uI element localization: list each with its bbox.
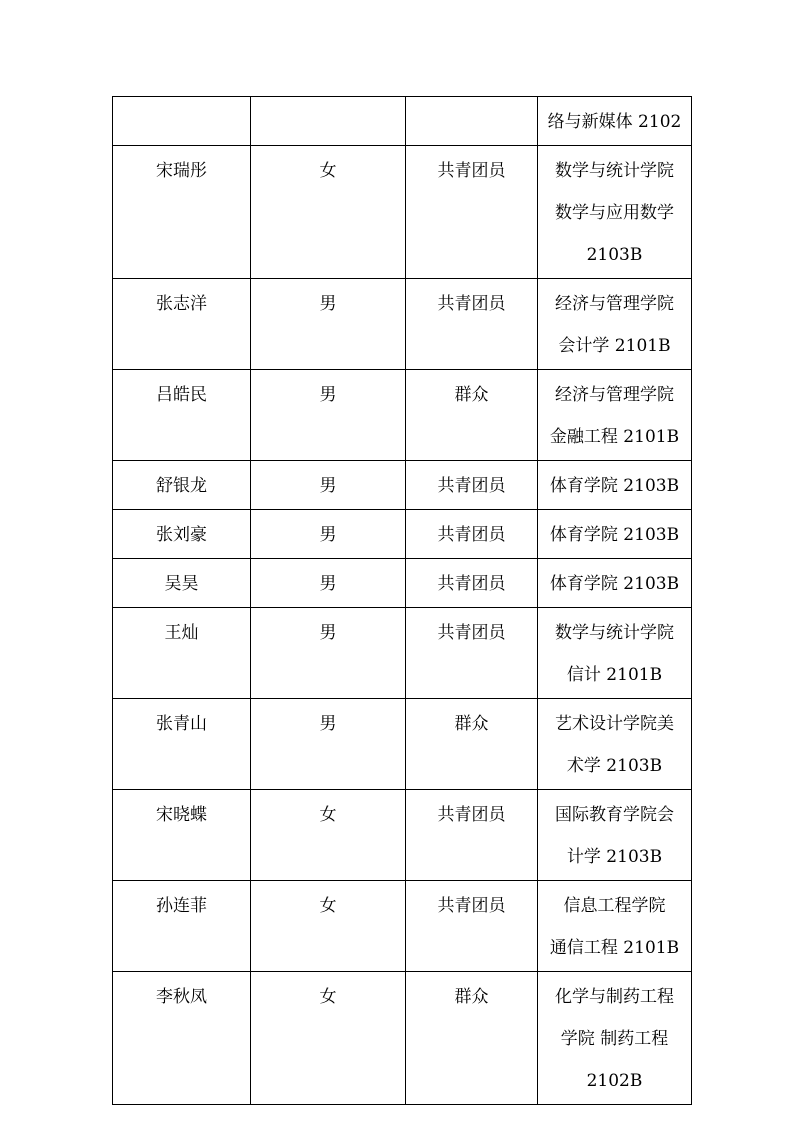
- college-class-cell: [538, 370, 692, 461]
- table-row: [113, 370, 692, 461]
- gender-cell: 男: [251, 461, 406, 510]
- college-class-line: 国际教育学院会: [555, 805, 674, 825]
- college-class-cell: [538, 559, 692, 608]
- college-class-cell: [538, 790, 692, 881]
- political-status-cell: 共青团员: [406, 881, 538, 972]
- table-row: [113, 461, 692, 510]
- college-class-line: 经济与管理学院: [555, 294, 674, 314]
- college-class-line: 信计 2101B: [566, 665, 663, 685]
- table-row: [113, 559, 692, 608]
- college-class-line: 通信工程 2101B: [549, 938, 680, 958]
- gender-cell: 女: [251, 881, 406, 972]
- table-row: [113, 608, 692, 699]
- political-status-cell: 共青团员: [406, 790, 538, 881]
- political-status-cell: 群众: [406, 972, 538, 1105]
- college-class-cell: [538, 881, 692, 972]
- name-cell: 舒银龙: [113, 461, 251, 510]
- table-row: [113, 699, 692, 790]
- gender-cell: 男: [251, 559, 406, 608]
- college-class-cell: [538, 279, 692, 370]
- name-cell: 宋晓蝶: [113, 790, 251, 881]
- political-status-cell: [406, 97, 538, 146]
- table-row: [113, 510, 692, 559]
- name-cell: 李秋凤: [113, 972, 251, 1105]
- gender-cell: 女: [251, 790, 406, 881]
- gender-cell: 男: [251, 370, 406, 461]
- gender-cell: 男: [251, 510, 406, 559]
- gender-cell: 女: [251, 972, 406, 1105]
- college-class-line: 信息工程学院: [563, 896, 666, 916]
- college-class-line: 学院 制药工程: [560, 1029, 669, 1049]
- college-class-line: 络与新媒体 2102: [547, 112, 682, 132]
- political-status-cell: 群众: [406, 699, 538, 790]
- political-status-cell: 共青团员: [406, 510, 538, 559]
- name-cell: 张志洋: [113, 279, 251, 370]
- political-status-cell: 共青团员: [406, 279, 538, 370]
- college-class-line: 会计学 2101B: [558, 336, 671, 356]
- table-row: [113, 279, 692, 370]
- college-class-line: 体育学院 2103B: [549, 476, 680, 496]
- college-class-line: 体育学院 2103B: [549, 574, 680, 594]
- name-cell: 王灿: [113, 608, 251, 699]
- political-status-cell: 共青团员: [406, 559, 538, 608]
- table-row: [113, 146, 692, 279]
- political-status-cell: 群众: [406, 370, 538, 461]
- college-class-cell: [538, 608, 692, 699]
- gender-cell: 男: [251, 608, 406, 699]
- name-cell: 吴昊: [113, 559, 251, 608]
- college-class-line: 2103B: [586, 245, 643, 265]
- name-cell: 宋瑞彤: [113, 146, 251, 279]
- gender-cell: 男: [251, 699, 406, 790]
- college-class-cell: [538, 146, 692, 279]
- name-cell: 吕皓民: [113, 370, 251, 461]
- college-class-line: 艺术设计学院美: [555, 714, 674, 734]
- political-status-cell: 共青团员: [406, 461, 538, 510]
- college-class-line: 数学与统计学院: [555, 161, 674, 181]
- gender-cell: [251, 97, 406, 146]
- college-class-line: 2102B: [586, 1071, 643, 1091]
- college-class-cell: [538, 461, 692, 510]
- college-class-line: 术学 2103B: [566, 756, 663, 776]
- college-class-line: 数学与应用数学: [555, 203, 674, 223]
- roster-table-body: [113, 97, 692, 1105]
- student-roster-table: [112, 96, 692, 1105]
- political-status-cell: 共青团员: [406, 608, 538, 699]
- name-cell: [113, 97, 251, 146]
- table-row: [113, 881, 692, 972]
- gender-cell: 女: [251, 146, 406, 279]
- college-class-line: 体育学院 2103B: [549, 525, 680, 545]
- college-class-line: 经济与管理学院: [555, 385, 674, 405]
- political-status-cell: 共青团员: [406, 146, 538, 279]
- college-class-cell: [538, 699, 692, 790]
- college-class-line: 金融工程 2101B: [549, 427, 680, 447]
- college-class-line: 计学 2103B: [566, 847, 663, 867]
- name-cell: 孙连菲: [113, 881, 251, 972]
- gender-cell: 男: [251, 279, 406, 370]
- name-cell: 张青山: [113, 699, 251, 790]
- table-row: [113, 790, 692, 881]
- college-class-line: 数学与统计学院: [555, 623, 674, 643]
- table-row: [113, 972, 692, 1105]
- college-class-cell: [538, 972, 692, 1105]
- table-row: [113, 97, 692, 146]
- name-cell: 张刘豪: [113, 510, 251, 559]
- college-class-cell: [538, 97, 692, 146]
- college-class-line: 化学与制药工程: [555, 987, 674, 1007]
- college-class-cell: [538, 510, 692, 559]
